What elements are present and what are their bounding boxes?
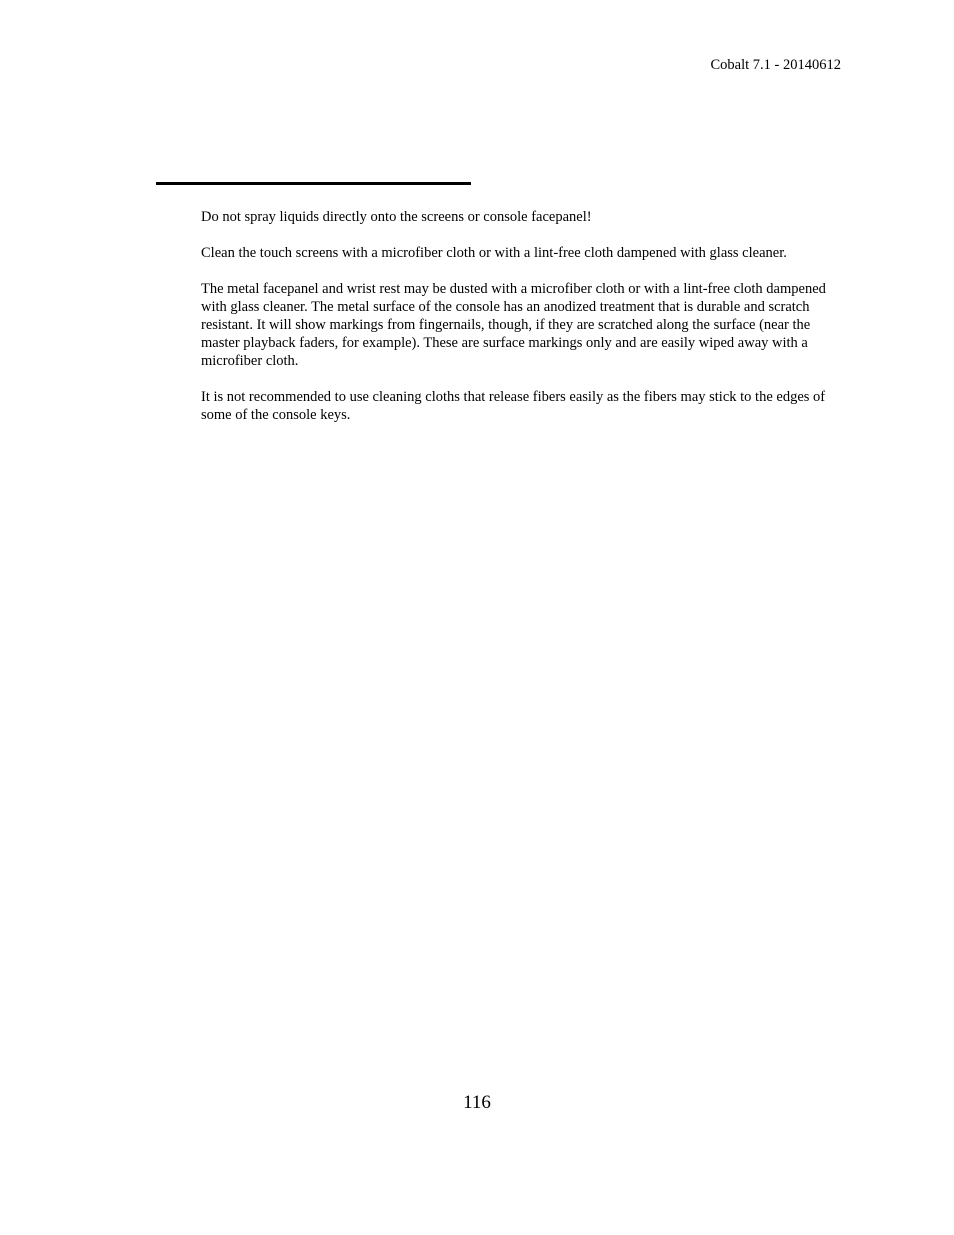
- paragraph-spray-warning: Do not spray liquids directly onto the screens or console facepanel!: [201, 209, 592, 225]
- paragraph-touch-screens: Clean the touch screens with a microfiber cloth or with a lint-free cloth dampened with glass cleaner.: [201, 245, 787, 261]
- page-number: 116: [463, 1092, 491, 1113]
- paragraph-cleaning-cloths: It is not recommended to use cleaning cloths that release fibers easily as the fibers may stick to the edges of some of the console keys.: [201, 389, 826, 423]
- document-version-header: Cobalt 7.1 - 20140612: [710, 57, 841, 73]
- section-divider: [156, 182, 471, 185]
- body-text: [201, 208, 846, 442]
- paragraph-metal-facepanel: The metal facepanel and wrist rest may be dusted with a microfiber cloth or with a lint-free cloth dampened with glass cleaner. The metal surface of the console has an anodized treatment that is durable and scratch resistant. It will show markings from fingernails, though, if they are scratched along the surface (near the master playback faders, for example). These are surface markings only and are easily wiped away with a microfiber cloth.: [201, 281, 826, 369]
